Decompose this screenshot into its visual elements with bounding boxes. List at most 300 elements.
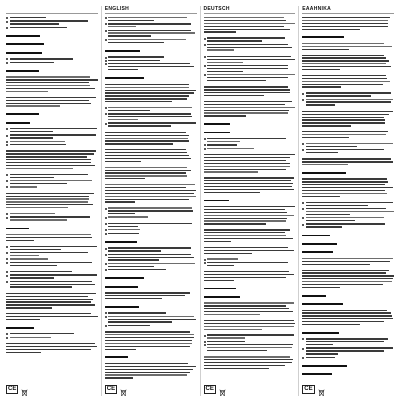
text-line (108, 63, 190, 64)
text-line (6, 234, 91, 235)
text-line (105, 92, 194, 93)
bullet-icon (6, 128, 8, 130)
paragraph (105, 292, 197, 301)
text-line (108, 116, 192, 117)
paragraph (302, 75, 394, 89)
list-item (105, 254, 197, 263)
text-line (302, 261, 390, 262)
text-line (105, 298, 162, 299)
text-line (10, 219, 68, 220)
text-line (105, 187, 186, 188)
text-line (108, 257, 194, 258)
text-line (204, 288, 237, 290)
text-line (6, 79, 98, 80)
paragraph (302, 43, 394, 52)
paragraph (10, 174, 98, 180)
text-line (204, 157, 290, 158)
text-line (108, 110, 150, 111)
paragraph (108, 113, 196, 122)
text-line (10, 284, 95, 285)
paragraph (10, 128, 98, 134)
paragraph (10, 216, 98, 222)
bullet-list (105, 56, 197, 71)
text-line (108, 20, 154, 21)
paragraph (10, 27, 98, 30)
text-line (105, 184, 195, 185)
list-item (204, 56, 296, 65)
text-line (204, 132, 231, 134)
bullet-icon (6, 262, 8, 264)
text-line (108, 207, 192, 208)
paragraph (108, 247, 196, 253)
text-line (105, 101, 172, 102)
paragraph (306, 208, 394, 217)
text-line (302, 196, 340, 197)
bullet-list (302, 338, 394, 359)
paragraph (108, 30, 196, 39)
list-item (6, 216, 98, 222)
text-line (10, 27, 68, 28)
text-line (306, 208, 386, 209)
paragraph (302, 178, 394, 198)
text-line (108, 259, 159, 260)
paragraph (302, 131, 394, 140)
paragraph (207, 138, 295, 144)
bullet-icon (204, 341, 206, 343)
text-line (306, 220, 355, 221)
text-line (105, 366, 196, 367)
text-line (105, 155, 189, 156)
text-line (302, 20, 388, 21)
text-line (6, 304, 95, 305)
text-line (108, 250, 161, 251)
text-line (108, 35, 151, 36)
column-body (105, 17, 197, 383)
text-line (204, 171, 259, 172)
text-line (6, 299, 93, 300)
bullet-icon (302, 338, 304, 340)
bullet-icon (6, 337, 8, 339)
list-item (6, 186, 98, 189)
text-line (306, 202, 394, 203)
text-line (105, 84, 189, 85)
text-line (108, 107, 192, 108)
text-line (302, 281, 392, 282)
text-line (302, 172, 346, 174)
text-line (6, 150, 96, 151)
text-line (105, 331, 190, 332)
paragraph (105, 132, 197, 146)
text-line (105, 50, 140, 52)
list-item (204, 334, 296, 340)
list-item (105, 216, 197, 219)
text-line (105, 356, 128, 358)
text-line (108, 226, 138, 227)
text-line (105, 90, 196, 91)
text-line (207, 44, 288, 45)
paragraph (306, 202, 394, 208)
paragraph (108, 17, 196, 23)
paragraph (10, 262, 98, 268)
paragraph (207, 334, 295, 340)
bullet-list (302, 143, 394, 155)
text-line (105, 286, 138, 288)
text-line (105, 377, 133, 378)
paragraph (306, 357, 394, 360)
text-line (207, 148, 254, 149)
text-line (105, 178, 145, 179)
bullet-list (6, 271, 98, 289)
text-line (302, 318, 393, 319)
paragraph (105, 331, 197, 351)
list-item (302, 202, 394, 208)
text-line (108, 122, 195, 123)
text-line (302, 243, 337, 245)
bullet-icon (6, 17, 8, 19)
text-line (105, 292, 190, 293)
text-line (6, 346, 97, 347)
text-line (204, 29, 291, 30)
list-item (105, 325, 197, 328)
bullet-icon (105, 229, 107, 231)
bullet-icon (105, 23, 107, 25)
text-line (6, 349, 91, 350)
text-line (204, 20, 287, 21)
text-line (105, 175, 187, 176)
bullet-icon (6, 258, 8, 260)
text-line (204, 271, 289, 272)
text-line (306, 149, 384, 150)
text-line (6, 43, 44, 45)
paragraph (108, 325, 196, 328)
text-line (6, 352, 41, 353)
text-line (207, 262, 288, 263)
bullet-list (302, 92, 394, 107)
text-line (302, 60, 389, 61)
text-line (204, 223, 266, 224)
list-item (6, 281, 98, 290)
paragraph (302, 270, 394, 290)
text-line (302, 43, 384, 44)
text-line (10, 186, 37, 187)
list-item (105, 113, 197, 122)
text-line (108, 247, 191, 248)
paragraph (306, 347, 394, 356)
bullet-icon (302, 99, 304, 101)
text-line (105, 135, 190, 136)
paragraph (6, 313, 98, 322)
bullet-icon (105, 57, 107, 59)
bullet-list (204, 334, 296, 352)
paragraph (207, 44, 295, 53)
text-line (108, 119, 138, 120)
text-line (306, 341, 385, 342)
bullet-icon (302, 149, 304, 151)
text-line (204, 235, 287, 236)
text-line (204, 112, 289, 113)
text-line (204, 311, 293, 312)
text-line (204, 253, 253, 254)
text-line (204, 17, 285, 18)
bullet-icon (302, 348, 304, 350)
text-line (108, 316, 194, 317)
list-item (302, 217, 394, 223)
text-line (108, 66, 194, 67)
text-line (10, 180, 93, 181)
text-line (108, 266, 154, 267)
bullet-icon (302, 93, 304, 95)
text-line (207, 56, 291, 57)
text-line (10, 255, 40, 256)
bullet-icon (204, 262, 206, 264)
text-line (302, 26, 388, 27)
bullet-list (6, 174, 98, 189)
paragraph (302, 158, 394, 167)
text-line (302, 122, 385, 123)
bullet-icon (204, 259, 206, 261)
paragraph (10, 186, 98, 189)
text-line (302, 190, 384, 191)
text-line (207, 347, 292, 348)
text-line (204, 186, 293, 187)
text-line (204, 320, 295, 321)
list-item (204, 148, 296, 151)
text-line (204, 232, 286, 233)
column-1 (3, 6, 101, 396)
paragraph (204, 86, 296, 98)
text-line (105, 143, 173, 144)
text-line (6, 52, 42, 54)
text-line (302, 193, 387, 194)
paragraph (306, 223, 394, 229)
ce-mark: CE (8, 385, 17, 392)
bullet-icon (105, 254, 107, 256)
bullet-icon (204, 56, 206, 58)
list-item (105, 63, 197, 72)
column-3 (200, 6, 299, 396)
text-line (302, 284, 383, 285)
bullet-list (105, 107, 197, 128)
text-line (10, 17, 46, 18)
text-line (302, 134, 385, 135)
list-item (204, 344, 296, 353)
text-line (302, 235, 330, 237)
text-line (105, 374, 187, 375)
text-line (10, 333, 75, 334)
list-item (105, 39, 197, 45)
paragraph (10, 252, 98, 258)
list-item (204, 37, 296, 43)
bullet-list (6, 17, 98, 30)
bullet-icon (105, 263, 107, 265)
paragraph (105, 363, 197, 380)
list-item (204, 65, 296, 74)
bullet-list (204, 138, 296, 151)
text-line (204, 169, 286, 170)
text-line (306, 143, 394, 144)
text-line (302, 131, 387, 132)
text-line (207, 59, 295, 60)
text-line (204, 177, 294, 178)
text-line (306, 344, 333, 345)
paragraph (306, 143, 394, 149)
text-line (108, 321, 171, 322)
text-line (10, 174, 89, 175)
text-line (207, 138, 286, 139)
text-line (204, 123, 231, 125)
paragraph (204, 101, 296, 118)
list-item (6, 144, 98, 147)
bullet-list (204, 258, 296, 267)
text-line (108, 229, 140, 230)
column-2 (101, 6, 200, 396)
column-footer (105, 383, 197, 396)
bullet-list (302, 202, 394, 230)
bullet-icon (105, 233, 107, 235)
text-line (207, 62, 243, 63)
text-line (207, 334, 294, 335)
text-line (10, 183, 68, 184)
text-line (204, 329, 263, 330)
text-line (6, 85, 90, 86)
paragraph (302, 258, 394, 267)
bullet-icon (6, 27, 8, 29)
text-line (302, 158, 391, 159)
text-line (204, 212, 288, 213)
text-line (6, 165, 95, 166)
paragraph (306, 338, 394, 347)
text-line (6, 82, 89, 83)
text-line (302, 111, 393, 112)
text-line (108, 319, 196, 320)
paragraph (207, 262, 295, 268)
paragraph (108, 233, 196, 236)
bullet-list (105, 17, 197, 45)
text-line (204, 247, 288, 248)
text-line (302, 324, 360, 325)
text-line (204, 104, 285, 105)
list-item (105, 263, 197, 269)
text-line (10, 62, 54, 63)
text-line (204, 308, 289, 309)
text-line (105, 369, 194, 370)
bullet-icon (204, 335, 206, 337)
paragraph (302, 310, 394, 327)
bullet-icon (204, 65, 206, 67)
text-line (10, 262, 92, 263)
text-line (207, 65, 288, 66)
paragraph (204, 206, 296, 226)
bullet-icon (105, 316, 107, 318)
text-line (207, 77, 288, 78)
text-line (10, 137, 54, 138)
text-line (204, 95, 265, 96)
paragraph (108, 223, 196, 229)
text-line (302, 310, 387, 311)
text-line (302, 365, 347, 367)
text-line (105, 363, 188, 364)
text-line (302, 275, 394, 276)
text-line (204, 92, 291, 93)
text-line (204, 115, 246, 116)
paragraph (10, 62, 98, 65)
bullet-icon (302, 208, 304, 210)
text-line (105, 95, 189, 96)
text-line (6, 122, 30, 124)
bullet-icon (105, 223, 107, 225)
text-line (306, 146, 357, 147)
paragraph (204, 302, 296, 316)
text-line (207, 265, 234, 266)
text-line (302, 270, 389, 271)
text-line (204, 86, 289, 87)
text-line (204, 296, 240, 298)
ce-mark: CE (205, 385, 214, 392)
text-line (302, 164, 347, 165)
text-line (204, 238, 294, 239)
text-line (10, 271, 72, 272)
paragraph (207, 56, 295, 65)
text-line (105, 170, 191, 171)
bullet-icon (302, 224, 304, 226)
text-line (302, 295, 325, 297)
list-item (302, 99, 394, 108)
list-item (6, 246, 98, 252)
text-line (207, 350, 267, 351)
text-line (6, 228, 29, 230)
text-line (302, 258, 392, 259)
text-line (105, 167, 187, 168)
bullet-list (6, 213, 98, 222)
list-item (302, 338, 394, 347)
text-line (10, 249, 62, 250)
text-line (108, 210, 193, 211)
text-line (105, 334, 194, 335)
column-footer (204, 382, 296, 396)
paragraph (207, 148, 295, 151)
text-line (204, 180, 292, 181)
text-line (105, 149, 186, 150)
list-item (6, 262, 98, 268)
text-line (302, 161, 393, 162)
text-line (105, 152, 187, 153)
paragraph (10, 180, 98, 186)
text-line (204, 23, 296, 24)
text-line (10, 265, 58, 266)
list-item (204, 44, 296, 53)
text-line (306, 101, 391, 102)
text-line (204, 218, 287, 219)
text-line (10, 128, 98, 129)
paragraph (105, 167, 197, 181)
bullet-icon (204, 344, 206, 346)
text-line (6, 113, 39, 115)
text-line (306, 226, 342, 227)
list-item (105, 17, 197, 23)
bullet-icon (105, 113, 107, 115)
text-line (6, 316, 98, 317)
text-line (6, 196, 89, 197)
text-line (6, 103, 91, 104)
text-line (204, 154, 295, 155)
crossed-out-bin-icon (120, 385, 127, 394)
text-line (105, 140, 190, 141)
text-line (302, 66, 391, 67)
text-line (6, 168, 73, 169)
text-line (10, 258, 49, 259)
text-line (108, 32, 195, 33)
list-item (6, 174, 98, 180)
